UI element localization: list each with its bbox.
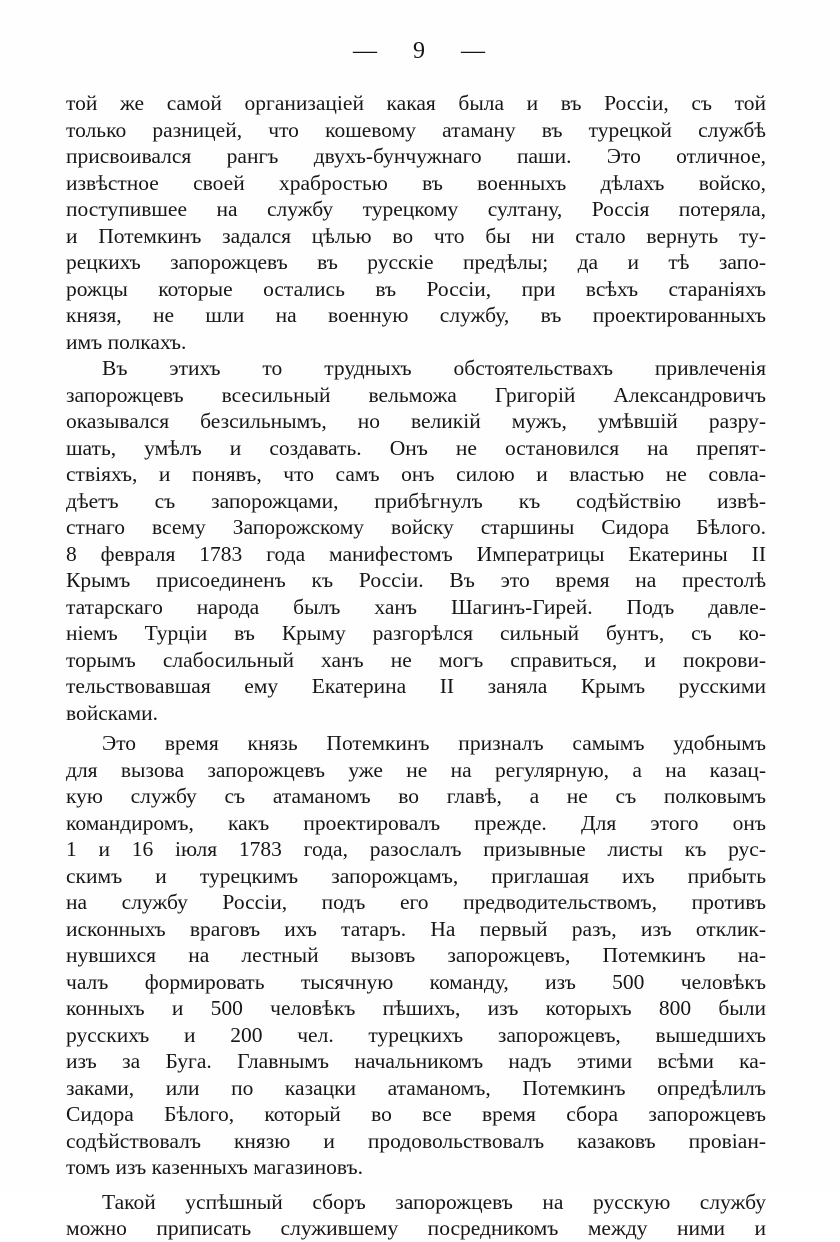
text-line: шать, умѣлъ и создавать. Онъ не остановился на препят-	[66, 435, 766, 460]
text-line: татарскаго народа былъ ханъ Шагинъ-Гирей. Подъ давле-	[66, 594, 766, 619]
page-header	[0, 38, 840, 65]
text-line: содѣйствовалъ князю и продовольствовалъ казаковъ провіан-	[66, 1128, 766, 1153]
text-line: стнаго всему Запорожскому войску старшины Сидора Бѣлого.	[66, 515, 766, 539]
text-line: войсками.	[66, 700, 158, 725]
text-line: рожцы которые остались въ Россіи, при всѣхъ стараніяхъ	[66, 276, 766, 301]
text-line: Въ этихъ то трудныхъ обстоятельствахъ привлеченія	[102, 356, 766, 380]
text-line: 1 и 16 іюля 1783 года, разослалъ призывные листы къ рус-	[66, 837, 766, 861]
text-line: Такой успѣшный сборъ запорожцевъ на русскую службу	[102, 1189, 766, 1214]
header-dash-right: —	[461, 38, 487, 64]
text-line: и Потемкинъ задался цѣлью во что бы ни стало вернуть ту-	[66, 223, 766, 248]
text-line: имъ полкахъ.	[66, 329, 187, 354]
paragraph-4	[66, 1189, 766, 1242]
text-line: 8 февраля 1783 года манифестомъ Императрицы Екатерины II	[66, 541, 766, 566]
text-line: запорожцевъ всесильный вельможа Григорій Александровичъ	[66, 382, 766, 407]
text-line: можно приписать служившему посредникомъ между ними и	[66, 1216, 766, 1240]
text-line: на службу Россіи, подъ его предводительствомъ, противъ	[66, 890, 766, 914]
paragraph-2	[66, 355, 766, 726]
text-line: присвоивался рангъ двухъ-бунчужнаго паши. Это отличное,	[66, 144, 766, 168]
text-line: Это время князь Потемкинъ призналъ самымъ удобнымъ	[102, 731, 766, 755]
text-line: той же самой организаціей какая была и въ Россіи, съ той	[66, 91, 766, 115]
text-line: тельствовавшая ему Екатерина II заняла Крымъ русскими	[66, 674, 766, 698]
text-line: дѣетъ съ запорожцами, прибѣгнулъ къ содѣйствію извѣ-	[66, 488, 766, 513]
text-line: оказывался безсильнымъ, но великій мужъ, умѣвшій разру-	[66, 409, 766, 433]
text-line: извѣстное своей храбростью въ военныхъ дѣлахъ войско,	[66, 170, 766, 195]
text-line: только разницей, что кошевому атаману въ турецкой службѣ	[66, 117, 766, 142]
text-line: изъ за Буга. Главнымъ начальникомъ надъ этими всѣми ка-	[66, 1049, 766, 1073]
header-dash-left: —	[353, 38, 379, 64]
text-line: Сидора Бѣлого, который во все время сбора запорожцевъ	[66, 1102, 766, 1126]
text-line: кую службу съ атаманомъ во главѣ, а не съ полковымъ	[66, 784, 766, 808]
text-line: томъ изъ казенныхъ магазиновъ.	[66, 1155, 363, 1179]
text-line: торымъ слабосильный ханъ не могъ справиться, и покрови-	[66, 647, 766, 672]
text-line: чалъ формировать тысячную команду, изъ 500 человѣкъ	[66, 969, 766, 994]
text-line: командиромъ, какъ проектировалъ прежде. Для этого онъ	[66, 810, 766, 835]
text-line: ніемъ Турціи въ Крыму разгорѣлся сильный бунтъ, съ ко-	[66, 621, 766, 645]
text-line: скимъ и турецкимъ запорожцамъ, приглашая ихъ прибыть	[66, 863, 766, 888]
text-line: русскихъ и 200 чел. турецкихъ запорожцевъ, вышедшихъ	[66, 1022, 766, 1047]
text-line: поступившее на службу турецкому султану, Россія потеряла,	[66, 197, 766, 221]
body-text	[66, 90, 766, 1242]
paragraph-3	[66, 730, 766, 1181]
text-line: исконныхъ враговъ ихъ татаръ. На первый разъ, изъ отклик-	[66, 916, 766, 941]
text-line: Крымъ присоединенъ къ Россіи. Въ это время на престолѣ	[66, 568, 766, 592]
text-line: ствіяхъ, и понявъ, что самъ онъ силою и властью не совла-	[66, 462, 766, 486]
text-line: для вызова запорожцевъ уже не на регулярную, а на казац-	[66, 757, 766, 782]
paragraph-1	[66, 90, 766, 355]
text-line: нувшихся на лестный вызовъ запорожцевъ, Потемкинъ на-	[66, 943, 766, 967]
text-line: князя, не шли на военную службу, въ проектированныхъ	[66, 303, 766, 327]
text-line: заками, или по казацки атаманомъ, Потемкинъ опредѣлилъ	[66, 1075, 766, 1100]
text-line: конныхъ и 500 человѣкъ пѣшихъ, изъ которыхъ 800 были	[66, 996, 766, 1020]
text-line: рецкихъ запорожцевъ въ русскіе предѣлы; да и тѣ запо-	[66, 250, 766, 274]
page-number: 9	[413, 38, 427, 64]
